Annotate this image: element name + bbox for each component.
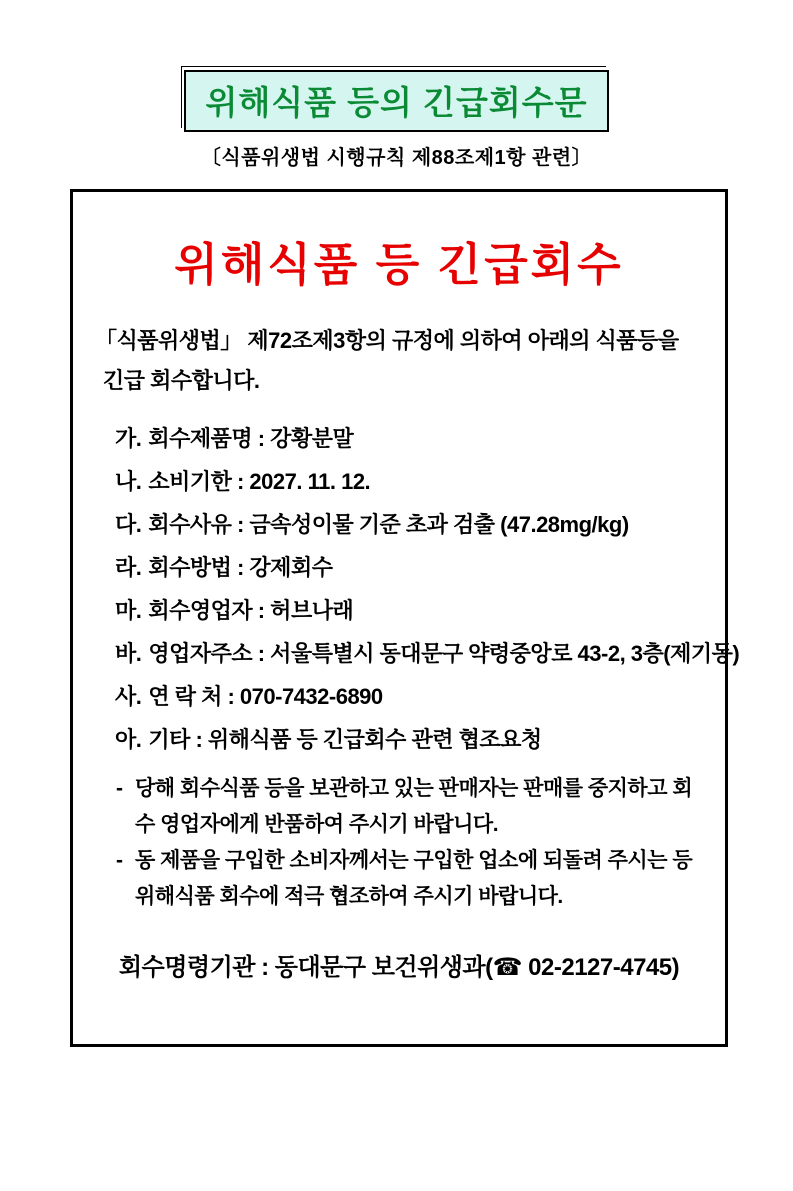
item-text: 기타 : 위해식품 등 긴급회수 관련 협조요청	[148, 727, 542, 752]
list-item-etc	[115, 718, 703, 761]
item-label: 가.	[115, 426, 142, 451]
list-item-business-address	[115, 632, 740, 675]
list-item-recall-reason	[115, 503, 703, 546]
list-item-recall-business	[115, 589, 703, 632]
list-item-product-name	[115, 417, 703, 460]
item-text: 회수영업자 : 허브나래	[148, 598, 354, 623]
notice-intro	[95, 321, 703, 401]
page-subtitle: 〔식품위생법 시행규칙 제88조제1항 관련〕	[200, 147, 593, 169]
note-text: 당해 회수식품 등을 보관하고 있는 판매자는 판매를 중지하고 회수 영업자에게 반품하여 주시기 바랍니다.	[135, 777, 693, 836]
list-item-contact-phone	[115, 675, 703, 718]
list-item-expiry-date	[115, 460, 703, 503]
note-item-consumer	[113, 843, 703, 915]
item-text: 소비기한 : 2027. 11. 12.	[148, 469, 371, 494]
dash-bullet: -	[116, 777, 123, 800]
item-text: 영업자주소 : 서울특별시 동대문구 약령중앙로 43-2, 3층(제기동)	[148, 641, 740, 666]
item-text: 회수사유 : 금속성이물 기준 초과 검출 (47.28mg/kg)	[148, 512, 629, 537]
header-title-box	[184, 70, 609, 132]
item-label: 사.	[115, 684, 142, 709]
item-text: 회수제품명 : 강황분말	[148, 426, 354, 451]
item-label: 바.	[115, 641, 142, 666]
item-text: 회수방법 : 강제회수	[148, 555, 333, 580]
list-item-recall-method	[115, 546, 703, 589]
recall-authority-line: 회수명령기관 : 동대문구 보건위생과(☎ 02-2127-4745)	[118, 954, 680, 981]
page-title: 위해식품 등의 긴급회수문	[205, 84, 588, 121]
item-text: 연 락 처 : 070-7432-6890	[148, 684, 383, 709]
recall-notice-page	[0, 70, 793, 1047]
note-text: 동 제품을 구입한 소비자께서는 구입한 업소에 되돌려 주시는 등 위해식품 회수에 적극 협조하여 주시기 바랍니다.	[135, 849, 693, 908]
item-label: 라.	[115, 555, 142, 580]
intro-line-1: 「식품위생법」 제72조제3항의 규정에 의하여 아래의 식품등을	[95, 328, 679, 353]
item-label: 아.	[115, 727, 142, 752]
recall-detail-list	[95, 417, 740, 761]
notice-box	[70, 189, 740, 1047]
notice-title: 위해식품 등 긴급회수	[174, 239, 624, 290]
item-label: 마.	[115, 598, 142, 623]
item-label: 나.	[115, 469, 142, 494]
note-item-seller	[113, 771, 703, 843]
dash-bullet: -	[116, 849, 123, 872]
cooperation-notes	[95, 771, 703, 915]
intro-line-2: 긴급 회수합니다.	[103, 368, 260, 393]
item-label: 다.	[115, 512, 142, 537]
